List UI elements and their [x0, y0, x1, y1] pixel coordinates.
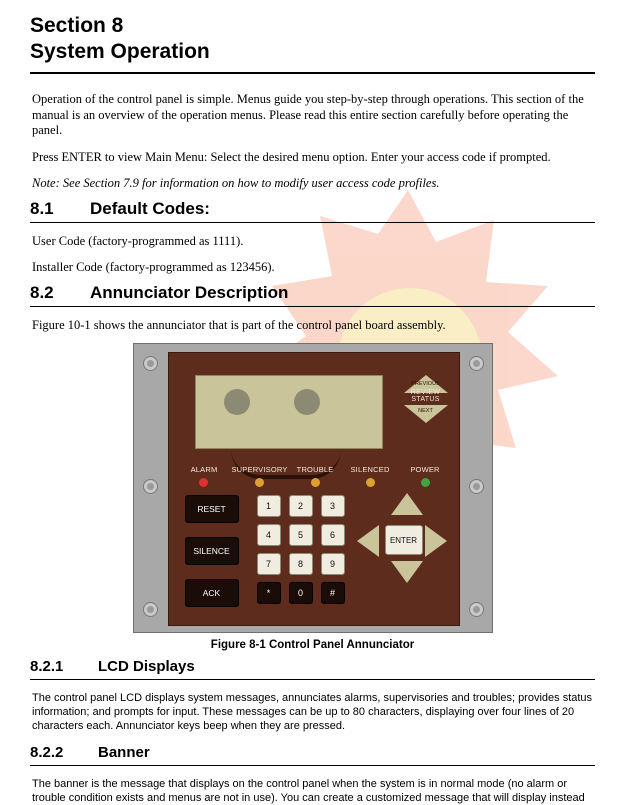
key-hash[interactable]: #: [321, 582, 345, 604]
user-code-line: User Code (factory-programmed as 1111).: [32, 233, 244, 248]
arrow-left-icon[interactable]: [357, 525, 379, 557]
led-label: SUPERVISORY: [231, 465, 288, 474]
screw-icon: [469, 602, 484, 617]
lcd-displays-body: The control panel LCD displays system messages, annunciates alarms, supervisories and troubles; provides status information; and prompts for input. These messages can be up to 80 characters, displaying over four lines of 20 characters each. Annunciator keys beep when they are pressed.: [32, 692, 593, 732]
previous-label: PREVIOUS: [411, 381, 440, 387]
enter-button[interactable]: ENTER: [385, 525, 423, 555]
keypad-row: [257, 524, 345, 546]
keypad-row: [257, 553, 345, 575]
intro-note: Note: See Section 7.9 for information on how to modify user access code profiles.: [32, 176, 440, 190]
review-status-group: [397, 375, 455, 414]
key-0[interactable]: 0: [289, 582, 313, 604]
figure-caption: Figure 8-1 Control Panel Annunciator: [210, 639, 415, 651]
function-button-group: [185, 495, 239, 621]
decorative-circle-icon: [224, 389, 250, 415]
heading-8-2-2: [0, 744, 625, 762]
reset-button[interactable]: RESET: [185, 495, 239, 523]
screw-icon: [143, 479, 158, 494]
section-number: Section 8: [30, 14, 124, 37]
screw-icon: [469, 479, 484, 494]
silence-button[interactable]: SILENCE: [185, 537, 239, 565]
led-label: SILENCED: [350, 465, 390, 474]
led-label: TROUBLE: [296, 465, 334, 474]
installer-code-line: Installer Code (factory-programmed as 123456).: [32, 260, 275, 274]
led-trouble: [288, 465, 343, 487]
screw-icon: [143, 356, 158, 371]
led-dot-icon: [366, 478, 375, 487]
led-dot-icon: [421, 478, 430, 487]
intro-paragraph-1: Operation of the control panel is simple. Menus guide you step-by-step through operations. This section of the manual is an overview of the operation menus. Please read this entire section carefully before operating the panel.: [32, 92, 584, 137]
key-9[interactable]: 9: [321, 553, 345, 575]
key-5[interactable]: 5: [289, 524, 313, 546]
heading-8-1-number: 8.1: [30, 198, 54, 218]
screw-icon: [143, 602, 158, 617]
led-dot-icon: [199, 478, 208, 487]
annunciator-figure: [133, 343, 493, 633]
arrow-up-icon[interactable]: [391, 493, 423, 515]
heading-8-2: [0, 283, 625, 303]
annunciator-faceplate: [133, 343, 493, 633]
intro-paragraph-2: Press ENTER to view Main Menu: Select the desired menu option. Enter your access code if prompted.: [32, 149, 551, 164]
lcd-display: [195, 375, 383, 449]
keypad: [257, 495, 345, 611]
arrow-down-icon[interactable]: [391, 561, 423, 583]
led-label: POWER: [410, 465, 440, 474]
key-7[interactable]: 7: [257, 553, 281, 575]
review-status-label: REVIEW STATUS: [410, 389, 441, 403]
led-dot-icon: [311, 478, 320, 487]
led-supervisory: [231, 465, 287, 487]
heading-8-2-1: [0, 658, 625, 676]
led-label: ALARM: [190, 465, 218, 474]
page-title: System Operation: [30, 40, 210, 63]
led-alarm: [177, 465, 232, 487]
heading-8-2-2-title: Banner: [98, 744, 150, 761]
key-1[interactable]: 1: [257, 495, 281, 517]
banner-body: The banner is the message that displays on the control panel when the system is in normal mode (no alarm or trouble condition exists and menus are not in use). You can create a customized message that will display instead: [32, 778, 585, 804]
led-silenced: [343, 465, 398, 487]
heading-8-2-2-number: 8.2.2: [30, 744, 64, 761]
arrow-right-icon[interactable]: [425, 525, 447, 557]
heading-8-1: [0, 199, 625, 219]
next-label: NEXT: [418, 408, 433, 414]
key-2[interactable]: 2: [289, 495, 313, 517]
decorative-circle-icon: [294, 389, 320, 415]
keypad-row: [257, 495, 345, 517]
figure-reference-line: Figure 10-1 shows the annunciator that is part of the control panel board assembly.: [32, 317, 446, 332]
heading-8-2-number: 8.2: [30, 282, 54, 302]
key-6[interactable]: 6: [321, 524, 345, 546]
heading-8-2-title: Annunciator Description: [90, 282, 289, 302]
key-4[interactable]: 4: [257, 524, 281, 546]
key-star[interactable]: *: [257, 582, 281, 604]
navigation-pad: [357, 493, 453, 589]
heading-8-1-title: Default Codes:: [90, 198, 210, 218]
keypad-row: [257, 582, 345, 604]
key-8[interactable]: 8: [289, 553, 313, 575]
led-dot-icon: [255, 478, 264, 487]
heading-8-2-1-title: LCD Displays: [98, 658, 195, 675]
key-3[interactable]: 3: [321, 495, 345, 517]
led-power: [398, 465, 453, 487]
ack-button[interactable]: ACK: [185, 579, 239, 607]
screw-icon: [469, 356, 484, 371]
heading-8-2-1-number: 8.2.1: [30, 658, 64, 675]
annunciator-body: [168, 352, 460, 626]
led-indicator-row: [177, 465, 453, 487]
